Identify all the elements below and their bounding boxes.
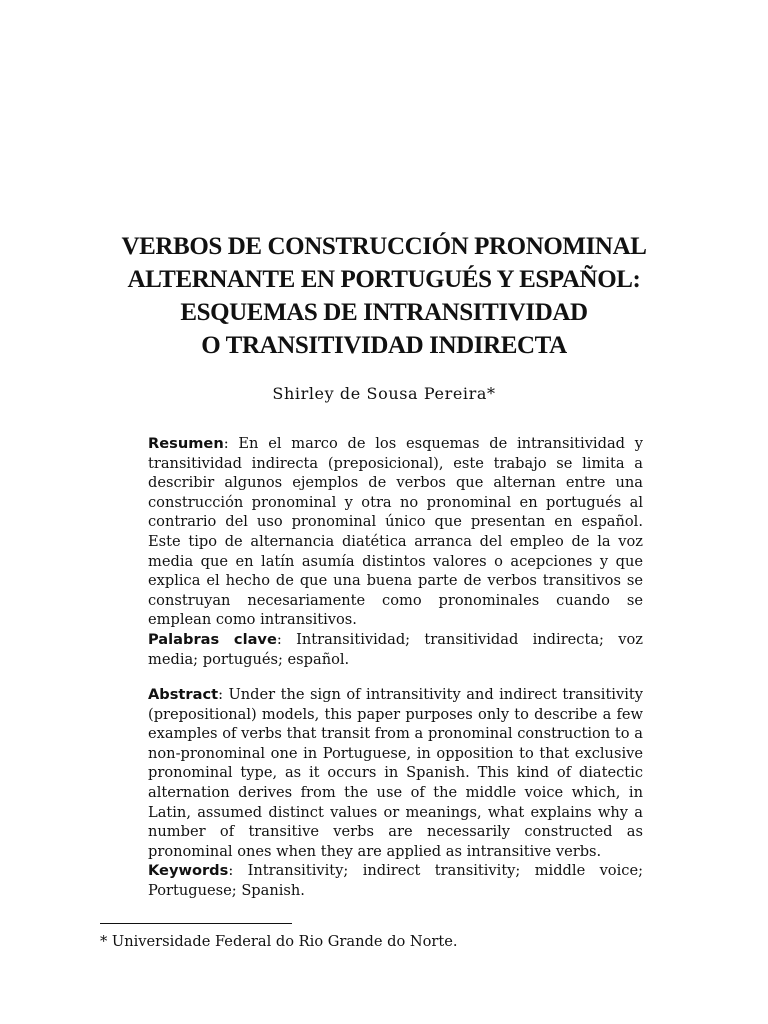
palabras-clave-paragraph (148, 630, 643, 669)
palabras-clave-label: Palabras clave (148, 631, 277, 648)
keywords-text: : Intransitivity; indirect transitivity; middle voice; Portuguese; Spanish. (148, 862, 643, 899)
abstract-label: Abstract (148, 686, 219, 703)
title-line-2: ALTERNANTE EN PORTUGUÉS Y ESPAÑOL: (127, 266, 641, 293)
footnote-rule (100, 923, 292, 924)
footnote: * Universidade Federal do Rio Grande do Norte. (100, 933, 458, 950)
title-line-3: ESQUEMAS DE INTRANSITIVIDAD (180, 299, 588, 326)
resumen-label: Resumen (148, 435, 224, 452)
author-name: Shirley de Sousa Pereira* (272, 384, 496, 403)
keywords-paragraph (148, 861, 643, 900)
article-title (90, 230, 678, 362)
abstract-paragraph (148, 685, 643, 861)
resumen-text: : En el marco de los esquemas de intransitividad y transitividad indirecta (preposicional), este trabajo se limita a describir algunos ejemplos de verbos que alternan entre una construcción pronominal y otra no pronominal en portugués al contrario del uso pronominal único que presentan en español. Este tipo de alternancia diatética arranca del empleo de la voz media que en latín asumía distintos valores o acepciones y que explica el hecho de que una buena parte de verbos transitivos se construyan necesariamente como pronominales cuando se emplean como intransitivos. (148, 435, 643, 629)
title-line-4: O TRANSITIVIDAD INDIRECTA (201, 332, 567, 359)
title-line-1: VERBOS DE CONSTRUCCIÓN PRONOMINAL (121, 233, 647, 260)
keywords-label: Keywords (148, 862, 229, 879)
palabras-clave-text: : Intransitividad; transitividad indirecta; voz media; portugués; español. (148, 631, 643, 668)
abstract-text: : Under the sign of intransitivity and indirect transitivity (prepositional) models, this paper purposes only to describe a few examples of verbs that transit from a pronominal construction to a non-pronominal one in Portuguese, in opposition to that exclusive pronominal type, as it occurs in Spanish. This kind of diatectic alternation derives from the use of the middle voice which, in Latin, assumed distinct values or meanings, what explains why a number of transitive verbs are necessarily constructed as pronominal ones when they are applied as intransitive verbs. (148, 686, 643, 860)
resumen-paragraph (148, 434, 643, 630)
